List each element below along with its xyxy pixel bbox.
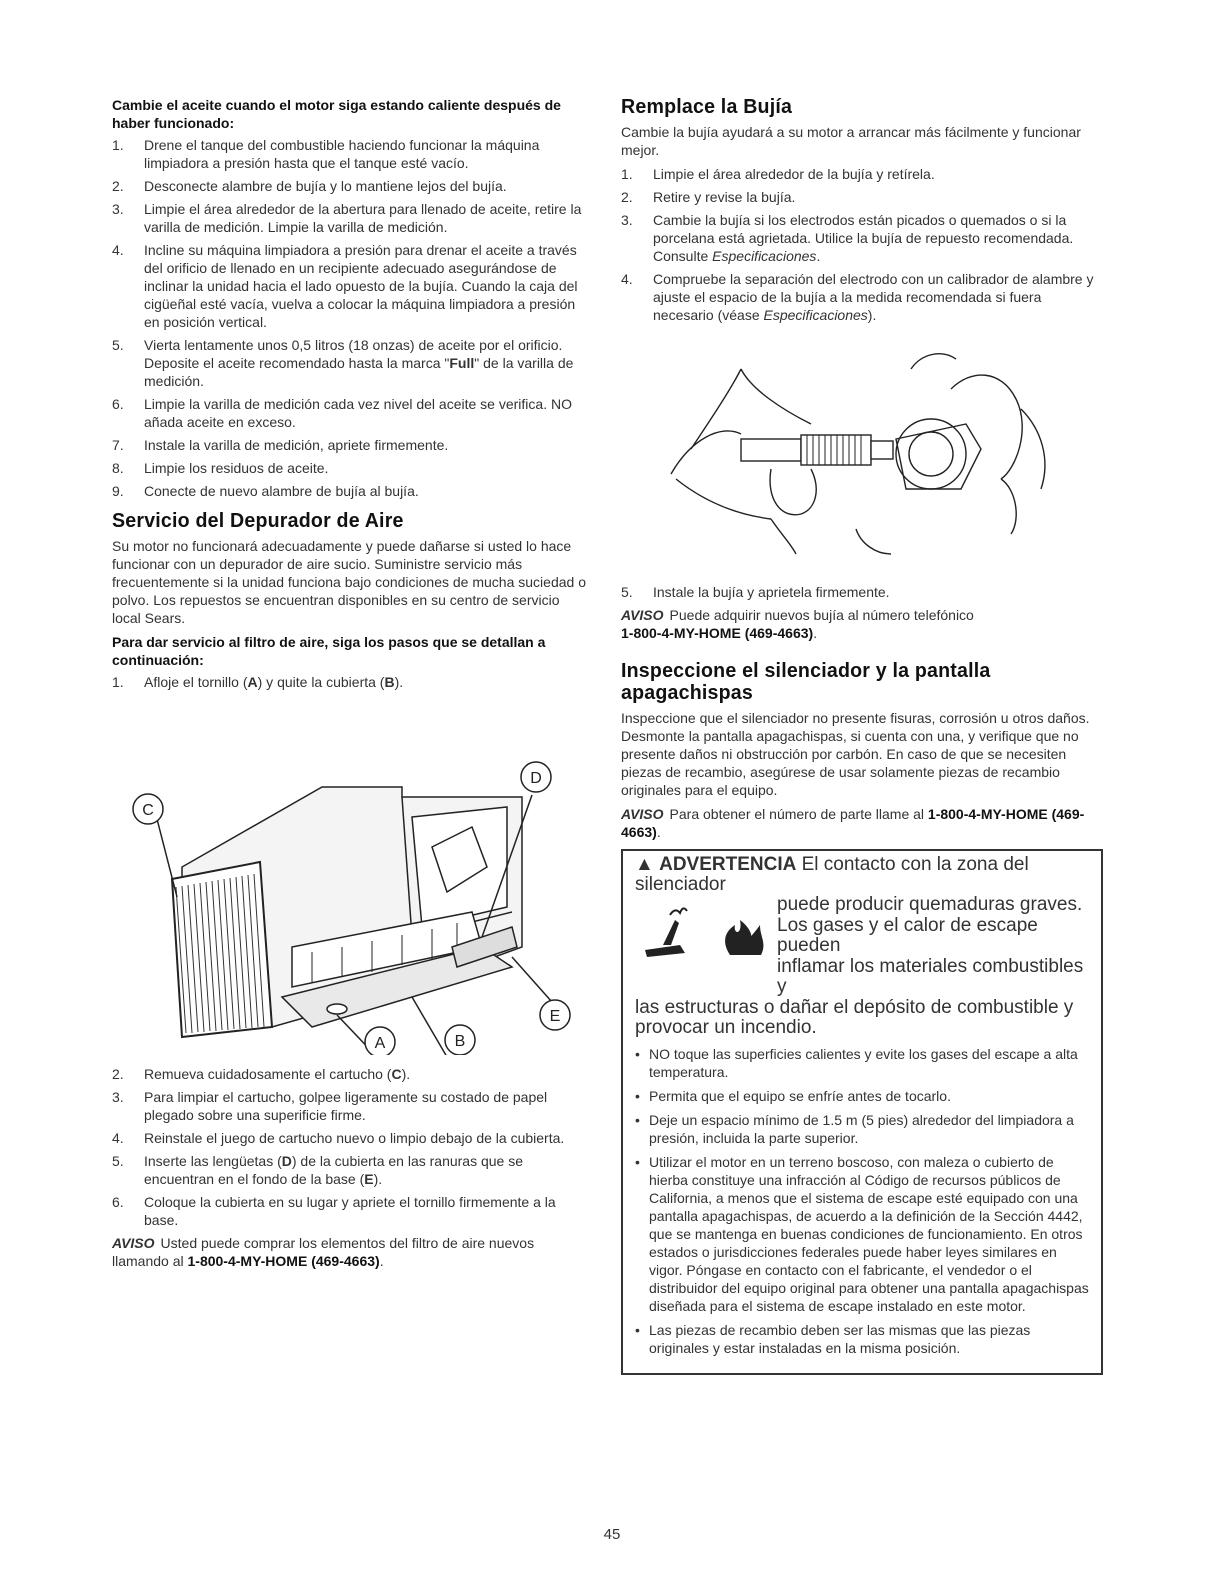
list-item: • Utilizar el motor en un terreno boscoso, con maleza o cubierto de hierba constituye una infracción al Código de recursos públicos de California, a menos que el sistema de escape esté equipado con una pantalla apagachispas, de acuerdo a la definición de la Sección 4442, que se mantenga en buenas condiciones de funcionamiento. En otros estados o jurisdicciones federales puede haber leyes similares en vigor. Póngase en contacto con el fabricante, el vendedor o el distribuidor del equipo original para obtener una pantalla apagachispas diseñada para el sistema de escape instalado en este motor.: [635, 1153, 1089, 1315]
air-cleaner-body: Su motor no funcionará adecuadamente y puede dañarse si usted lo hace funcionar con un depurador de aire sucio. Suministre servicio más frecuentemente si la unidad funciona bajo condiciones de mucha suciedad o polvo. Los repuestos se encuentran disponibles en su centro de servicio local Sears.: [112, 538, 586, 626]
label-a: A: [374, 1035, 386, 1052]
air-cleaner-instructions-heading: Para dar servicio al filtro de aire, siga los pasos que se detallan a continuación:: [112, 634, 546, 668]
list-item: 2. Remueva cuidadosamente el cartucho (C).: [112, 1066, 411, 1082]
spark-plug-gap-illustration: [621, 329, 1103, 579]
list-item: 5. Instale la bujía y aprietela firmemente.: [621, 584, 890, 600]
list-item: • Deje un espacio mínimo de 1.5 m (5 pies) alrededor del limpiadora a presión, incluida la parte superior.: [635, 1111, 1089, 1147]
plug-aviso-note: AVISO Puede adquirir nuevos bujía al número telefónico 1-800-4-MY-HOME (469-4663).: [621, 607, 974, 641]
list-item: 9. Conecte de nuevo alambre de bujía al bujía.: [112, 483, 419, 499]
list-item: 2. Retire y revise la bujía.: [621, 189, 796, 205]
air-step1-list: [112, 673, 590, 691]
plug-steps-list: [621, 165, 1103, 324]
muffler-title: Inspeccione el silenciador y la pantalla apagachispas: [621, 660, 991, 704]
list-item: 7. Instale la varilla de medición, apriete firmemente.: [112, 437, 449, 453]
list-item: 5. Vierta lentamente unos 0,5 litros (18 onzas) de aceite por el orificio. Deposite el aceite recomendado hasta la marca "Full" de la varilla de medición.: [112, 337, 574, 389]
list-item: 3. Limpie el área alrededor de la abertura para llenado de aceite, retire la varilla de medición. Limpie la varilla de medición.: [112, 201, 582, 235]
page-number: 45: [603, 1526, 621, 1543]
warning-header: ▲ ADVERTENCIA El contacto con la zona del silenciador: [635, 854, 1029, 895]
warning-label: ADVERTENCIA: [659, 854, 797, 875]
spark-plug-title: Remplace la Bujía: [621, 96, 793, 118]
list-item: 4. Reinstale el juego de cartucho nuevo o limpio debajo de la cubierta.: [112, 1130, 565, 1146]
oil-steps-list: [112, 136, 590, 500]
air-steps-list: [112, 1065, 590, 1229]
list-item: 2. Desconecte alambre de bujía y lo mantiene lejos del bujía.: [112, 178, 507, 194]
list-item: 1. Afloje el tornillo (A) y quite la cubierta (B).: [112, 674, 404, 690]
warning-triangle-icon: ▲: [635, 854, 654, 875]
spark-plug-body: Cambie la bujía ayudará a su motor a arrancar más fácilmente y funcionar mejor.: [621, 124, 1081, 158]
list-item: 1. Limpie el área alrededor de la bujía y retírela.: [621, 166, 935, 182]
warning-bullets: [635, 1045, 1089, 1357]
oil-change-heading: Cambie el aceite cuando el motor siga estando caliente después de haber funcionado:: [112, 97, 561, 131]
muffler-aviso-note: AVISO Para obtener el número de parte llame al 1-800-4-MY-HOME (469-4663).: [621, 806, 1085, 840]
plug-step5-list: [621, 583, 1103, 601]
left-column: [112, 96, 590, 1276]
air-cleaner-title: Servicio del Depurador de Aire: [112, 510, 404, 532]
list-item: 8. Limpie los residuos de aceite.: [112, 460, 329, 476]
list-item: 4. Incline su máquina limpiadora a presión para drenar el aceite a través del orificio de llenado en un recipiente adecuado asegurándose de inclinar la unidad hacia el lado opuesto de la bujía. Cuando la caja del cigüeñal esté vacía, vuelva a colocar la máquina limpiadora a presión en posición vertical.: [112, 242, 578, 330]
list-item: 6. Limpie la varilla de medición cada vez nivel del aceite se verifica. NO añada aceite en exceso.: [112, 396, 572, 430]
label-d: D: [530, 770, 542, 787]
label-e: E: [549, 1008, 561, 1025]
hot-surface-icon: [635, 895, 777, 959]
label-c: C: [142, 802, 154, 819]
list-item: 6. Coloque la cubierta en su lugar y apriete el tornillo firmemente a la base.: [112, 1194, 556, 1228]
fire-icon: [725, 920, 763, 955]
label-b: B: [454, 1033, 466, 1050]
list-item: • Las piezas de recambio deben ser las mismas que las piezas originales y estar instaladas en la misma posición.: [635, 1321, 1089, 1357]
list-item: 1. Drene el tanque del combustible haciendo funcionar la máquina limpiadora a presión hasta que el tanque esté vacío.: [112, 137, 540, 171]
air-filter-diagram: [112, 697, 590, 1055]
list-item: 5. Inserte las lengüetas (D) de la cubierta en las ranuras que se encuentran en el fondo de la base (E).: [112, 1153, 524, 1187]
list-item: • NO toque las superficies calientes y evite los gases del escape a alta temperatura.: [635, 1045, 1089, 1081]
list-item: 3. Para limpiar el cartucho, golpee ligeramente su costado de papel plegado sobre una superificie firme.: [112, 1089, 548, 1123]
warning-box: ▲ ADVERTENCIA El contacto con la zona del silenciador puede producir quemaduras graves. Los gases y el calor de escape pueden inflamar los materiales combustibles y las estructuras o dañar el depósito de combustible y provocar un incendio. • NO toque las superficies calientes y evite los gases del escape a alta temperatura. • Permita que el equipo se enfríe antes de tocarlo. • Deje un espacio mínimo de 1.5 m (5 pies) alrededor del limpiadora a presión, incluida la parte superior. • Utilizar el motor en un terreno boscoso, con maleza o cubierto de hierba constituye una infracción al Código de recursos públicos de California, a menos que el sistema de escape esté equipado con una pantalla apagachispas, de acuerdo a la definición de la Sección 4442, que se mantenga en buenas condiciones de funcionamiento. En otros estados o jurisdicciones federales puede haber leyes similares en vigor. Póngase en contacto con el fabricante, el vendedor o el distribuidor del equipo original para obtener una pantalla apagachispas diseñada para el sistema de escape instalado en este motor. • Las piezas de recambio deben ser las mismas que las piezas originales y estar instaladas en la misma posición.: [621, 849, 1103, 1375]
list-item: 4. Compruebe la separación del electrodo con un calibrador de alambre y ajuste el espacio de la bujía a la medida recomendada si fuera necesario (véase Especificaciones).: [621, 271, 1094, 323]
muffler-body: Inspeccione que el silenciador no presente fisuras, corrosión u otros daños. Desmonte la pantalla apagachispas, si cuenta con una, y verifique que no presente daños ni obstrucción por carbón. En caso de que se necesiten piezas de recambio, asegúrese de usar solamente piezas de recambio originales para el equipo.: [621, 710, 1090, 798]
air-aviso-note: AVISO Usted puede comprar los elementos del filtro de aire nuevos llamando al 1-800-4-MY-HOME (469-4663).: [112, 1235, 535, 1269]
list-item: 3. Cambie la bujía si los electrodos están picados o quemados o si la porcelana está agrietada. Utilice la bujía de repuesto recomendada. Consulte Especificaciones.: [621, 212, 1074, 264]
list-item: • Permita que el equipo se enfríe antes de tocarlo.: [635, 1087, 1089, 1105]
right-column: [621, 96, 1103, 1375]
